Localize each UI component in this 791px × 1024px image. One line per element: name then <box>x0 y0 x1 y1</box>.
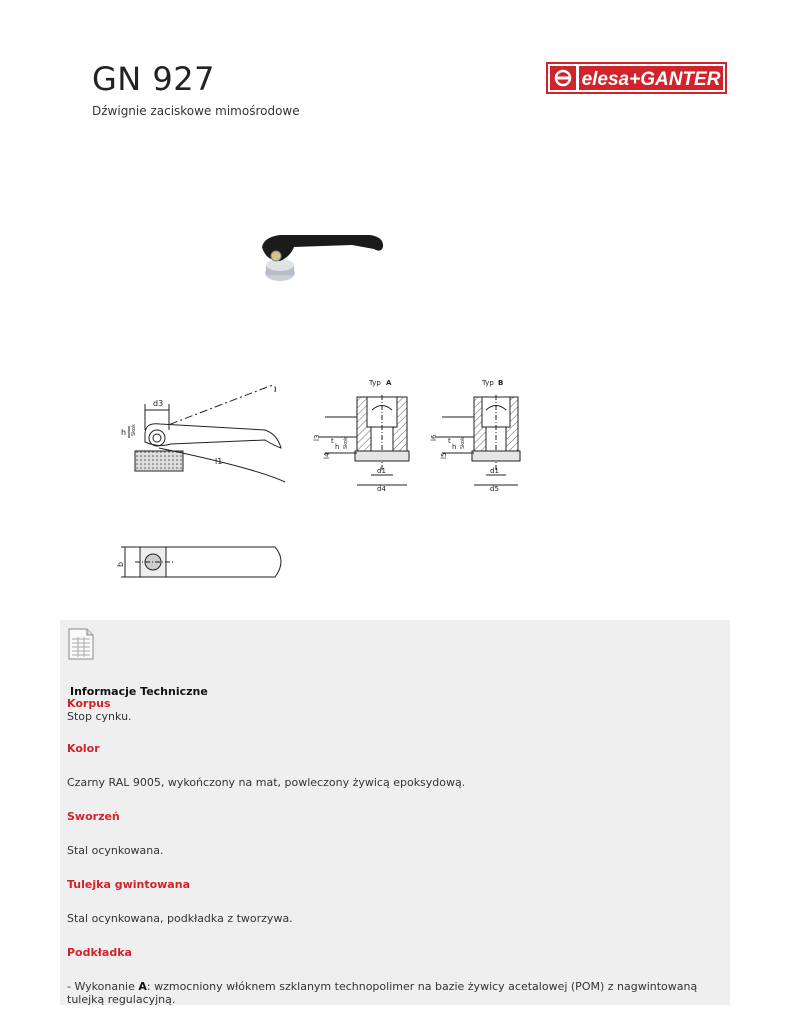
label-b: b <box>116 561 125 567</box>
page-subtitle: Dźwignie zaciskowe mimośrodowe <box>92 104 300 118</box>
label-h-b: h <box>452 443 457 451</box>
type-b-drawing <box>422 375 532 495</box>
label-l4: l4 <box>323 452 331 459</box>
label-skok: Skok <box>131 424 137 436</box>
section-title-sworzen: Sworzeń <box>67 810 120 823</box>
label-l1: l1 <box>215 457 223 466</box>
label-t-b: t <box>448 437 451 445</box>
section-text-sworzen: Stal ocynkowana. <box>67 844 164 857</box>
label-d1-b: d1 <box>490 467 499 475</box>
section-text-podkladka <box>67 980 707 1006</box>
section-text-kolor: Czarny RAL 9005, wykończony na mat, powleczony żywicą epoksydową. <box>67 776 466 789</box>
elesa-ganter-logo <box>546 62 727 94</box>
label-t: t <box>331 437 334 445</box>
top-view-drawing <box>115 535 290 590</box>
page-title: GN 927 <box>92 60 215 98</box>
podkladka-suffix: : wzmocniony włóknem szklanym technopolimer na bazie żywicy acetalowej (POM) z nagwintowaną tulejką regulacyjną. <box>67 980 698 1006</box>
podkladka-variant: A <box>138 980 147 993</box>
label-d3: d3 <box>153 399 164 408</box>
label-h: h <box>121 428 127 437</box>
technical-info-panel <box>60 620 730 1005</box>
label-h-a: h <box>335 443 340 451</box>
label-l6: l6 <box>430 434 438 441</box>
document-table-icon <box>67 628 95 660</box>
section-title-kolor: Kolor <box>67 742 100 755</box>
section-title-tulejka: Tulejka gwintowana <box>67 878 190 891</box>
section-title-korpus: Korpus <box>67 697 111 710</box>
podkladka-prefix: - Wykonanie <box>67 980 139 993</box>
side-view-drawing <box>115 378 300 493</box>
logo-text: elesa+GANTER <box>581 69 721 90</box>
type-a-drawing <box>305 375 415 495</box>
label-d1-a: d1 <box>377 467 386 475</box>
product-photo <box>252 225 392 290</box>
tech-info-heading: Informacje Techniczne <box>70 685 208 698</box>
label-d5: d5 <box>490 485 499 493</box>
type-a-label: Typ <box>369 379 381 387</box>
type-b-label: Typ <box>482 379 494 387</box>
label-skok-b: Skok <box>460 437 466 449</box>
type-a-letter: A <box>386 379 392 387</box>
type-b-letter: B <box>498 379 504 387</box>
section-text-tulejka: Stal ocynkowana, podkładka z tworzywa. <box>67 912 293 925</box>
section-title-podkladka: Podkładka <box>67 946 132 959</box>
section-text-korpus: Stop cynku. <box>67 710 132 723</box>
label-l3: l3 <box>313 434 321 441</box>
label-l5: l5 <box>440 452 448 459</box>
label-skok-a: Skok <box>343 437 349 449</box>
label-d4: d4 <box>377 485 386 493</box>
